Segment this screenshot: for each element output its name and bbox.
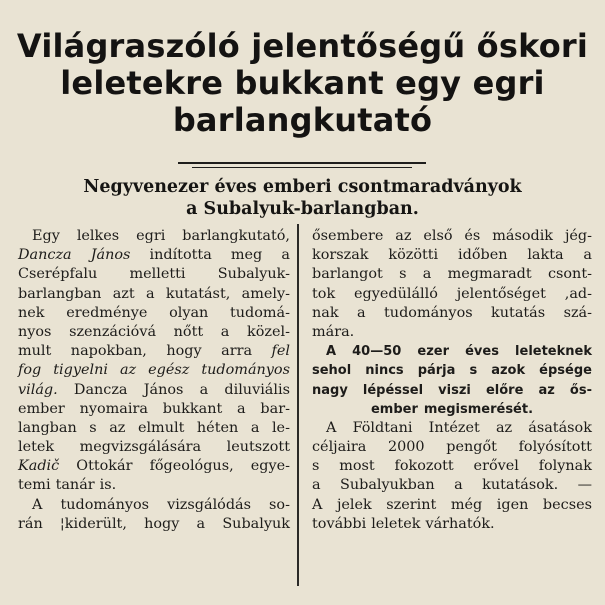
word: temi <box>18 477 51 494</box>
word: megmaradt <box>447 266 532 283</box>
word: Subalyuk <box>222 515 290 532</box>
word: mult <box>18 343 52 360</box>
text-line <box>18 227 290 246</box>
word: viszi <box>438 382 471 398</box>
word: ¦kiderült, <box>59 515 127 532</box>
text-line <box>18 361 290 380</box>
word: éves <box>465 344 499 360</box>
word: ásatások <box>528 419 592 436</box>
text-line <box>312 515 592 534</box>
word: melletti <box>129 266 186 283</box>
word: mára. <box>312 323 355 340</box>
text-line <box>312 496 592 515</box>
word: azok <box>491 363 526 379</box>
word: s <box>469 363 478 379</box>
word: fokozott <box>394 458 454 475</box>
text-line <box>18 457 290 476</box>
word: az <box>395 228 412 244</box>
word: a <box>583 247 592 264</box>
word: ember <box>18 400 65 417</box>
text-line <box>18 400 290 419</box>
subheadline-line: Negyvenezer éves emberi csontmaradványok <box>83 177 522 197</box>
word: meg <box>230 247 263 264</box>
word: időben <box>458 247 508 264</box>
word: egész <box>148 362 190 379</box>
word: az <box>119 362 137 379</box>
word: letek <box>18 439 55 456</box>
word: tudományos <box>201 362 290 379</box>
word: jelentőséget <box>456 285 546 302</box>
word: kutatást, <box>165 285 231 302</box>
word: a <box>220 323 230 340</box>
word: tok <box>312 285 336 302</box>
word: ,ad- <box>564 285 592 302</box>
word: folyósított <box>518 439 592 456</box>
word: második <box>492 228 554 244</box>
word: most <box>339 458 375 475</box>
subheadline-line: a Subalyuk-barlangban. <box>186 199 419 219</box>
word: Subalyukban <box>340 477 435 494</box>
word: s <box>89 419 97 436</box>
column-divider <box>297 224 299 586</box>
word: vizsgálódás <box>167 496 252 513</box>
word: bar- <box>260 400 290 417</box>
word: ős- <box>569 382 592 398</box>
word: várhatók. <box>425 515 495 532</box>
headline-line: leletekre bukkant egy egri <box>60 64 545 102</box>
text-line <box>18 246 290 265</box>
word: eredménye <box>66 304 148 321</box>
text-line <box>312 361 592 380</box>
subheadline <box>0 176 605 220</box>
word: so- <box>269 496 290 513</box>
word: szá- <box>563 304 592 321</box>
column-left <box>18 227 290 534</box>
text-line <box>18 265 290 284</box>
word: előre <box>485 382 524 398</box>
word: még <box>450 496 483 513</box>
headline-line: barlangkutató <box>172 101 433 139</box>
word: héten <box>196 419 239 436</box>
word: korszak <box>312 247 369 264</box>
word: azt <box>112 285 135 302</box>
word: barlangkutató, <box>182 228 290 244</box>
word: lelkes <box>76 228 120 244</box>
word: leutszott <box>226 439 290 456</box>
word: megismerését. <box>423 401 534 417</box>
word: az <box>495 419 513 436</box>
word: tanár <box>55 477 95 494</box>
word: tigyelni <box>53 362 108 379</box>
word: tudományos <box>60 496 150 513</box>
word: napokban, <box>70 343 147 360</box>
word: rán <box>18 515 43 532</box>
text-line <box>312 285 592 304</box>
word: nőtt <box>173 323 204 340</box>
word: ember <box>370 401 418 417</box>
word: 40—50 <box>352 344 402 360</box>
word: egri <box>136 228 166 244</box>
word: nak <box>312 304 339 321</box>
word: a <box>199 381 209 398</box>
word: s <box>312 458 320 475</box>
word: világ. <box>18 381 58 398</box>
text-line <box>312 227 592 246</box>
word: — <box>577 477 592 494</box>
word: a <box>145 285 155 302</box>
word: hogy <box>166 343 202 360</box>
text-line <box>18 342 290 361</box>
word: a <box>237 400 246 417</box>
word: további <box>312 515 367 532</box>
word: egyedülálló <box>353 285 438 302</box>
word: szenzációvá <box>69 323 157 340</box>
word: Földtani <box>352 419 413 436</box>
word: nyomaira <box>79 400 148 417</box>
word: le- <box>271 419 290 436</box>
word: kutatások. <box>482 477 559 494</box>
word: nyos <box>18 323 52 340</box>
word: Kadič <box>18 458 60 475</box>
word: elmult <box>137 419 185 436</box>
word: sehol <box>312 363 352 379</box>
word: diluviális <box>224 381 290 398</box>
word: bukkant <box>162 400 223 417</box>
column-right <box>312 227 592 534</box>
word: Egy <box>32 228 60 244</box>
word: főgeológus, <box>149 458 234 475</box>
word: Cserépfalu <box>18 266 98 283</box>
word: János <box>90 247 131 264</box>
text-line <box>18 438 290 457</box>
word: a <box>357 304 366 321</box>
text-line <box>312 304 592 323</box>
text-line <box>312 323 592 342</box>
word: 2000 <box>387 439 425 456</box>
word: becses <box>542 496 592 513</box>
word: lépéssel <box>362 382 424 398</box>
word: épsége <box>539 363 592 379</box>
word: barlangot <box>312 266 383 283</box>
word: és <box>464 228 481 244</box>
word: csont- <box>547 266 592 283</box>
word: közel- <box>247 323 290 340</box>
word: az <box>109 419 126 436</box>
word: s <box>399 266 407 283</box>
word: tudományos <box>384 304 473 321</box>
word: leletek <box>371 515 421 532</box>
headline <box>0 28 605 139</box>
word: Dancza <box>18 247 72 264</box>
word: első <box>423 228 453 244</box>
word: A <box>326 419 337 436</box>
word: olyan <box>169 304 209 321</box>
text-line <box>18 323 290 342</box>
text-line <box>312 342 592 361</box>
word: arra <box>221 343 253 360</box>
word: kutatás <box>491 304 546 321</box>
word: céljaira <box>312 439 367 456</box>
text-line <box>312 476 592 495</box>
word: a <box>250 419 260 436</box>
word: is. <box>99 477 117 494</box>
word: Intézet <box>428 419 480 436</box>
word: ezer <box>417 344 450 360</box>
word: langban <box>18 419 77 436</box>
word: lakta <box>527 247 564 264</box>
text-line <box>312 457 592 476</box>
word: igen <box>496 496 529 513</box>
word: fel <box>271 343 290 360</box>
text-line <box>18 304 290 323</box>
word: folynak <box>538 458 592 475</box>
word: jég- <box>564 228 592 244</box>
word: nincs <box>365 363 404 379</box>
word: jelek <box>336 496 372 513</box>
text-line <box>18 496 290 515</box>
word: erővel <box>473 458 519 475</box>
word: hogy <box>144 515 180 532</box>
word: tudomá- <box>229 304 290 321</box>
word: megvizsgálására <box>79 439 202 456</box>
word: a <box>454 477 463 494</box>
word: a <box>196 515 206 532</box>
word: a <box>312 477 321 494</box>
text-line <box>312 265 592 284</box>
word: barlangban <box>18 285 102 302</box>
text-line <box>312 381 592 400</box>
headline-rule <box>178 162 426 164</box>
headline-rule-thin <box>192 167 412 168</box>
word: Subalyuk- <box>217 266 290 283</box>
word: A <box>326 344 337 360</box>
word: pengőt <box>446 439 497 456</box>
word: amely- <box>241 285 290 302</box>
word: az <box>538 382 555 398</box>
word: közötti <box>388 247 439 264</box>
word: A <box>312 496 323 513</box>
word: A <box>32 496 43 513</box>
word: Ottokár <box>76 458 133 475</box>
word: szerint <box>386 496 437 513</box>
word: indította <box>149 247 212 264</box>
text-line <box>18 285 290 304</box>
text-line <box>312 419 592 438</box>
word: leleteknek <box>515 344 592 360</box>
text-line <box>18 515 290 534</box>
text-line <box>312 246 592 265</box>
word: nek <box>18 304 45 321</box>
word: ősembere <box>312 228 384 244</box>
word: a <box>422 266 432 283</box>
word: egye- <box>250 458 290 475</box>
headline-line: Világraszóló jelentőségű őskori <box>16 27 589 65</box>
text-line <box>18 381 290 400</box>
text-line <box>18 419 290 438</box>
word: párja <box>417 363 456 379</box>
text-line <box>312 400 592 419</box>
word: fog <box>18 362 42 379</box>
word: János <box>143 381 184 398</box>
word: a <box>281 247 290 264</box>
text-line <box>312 438 592 457</box>
word: nagy <box>312 382 348 398</box>
word: Dancza <box>73 381 128 398</box>
text-line <box>18 476 290 495</box>
